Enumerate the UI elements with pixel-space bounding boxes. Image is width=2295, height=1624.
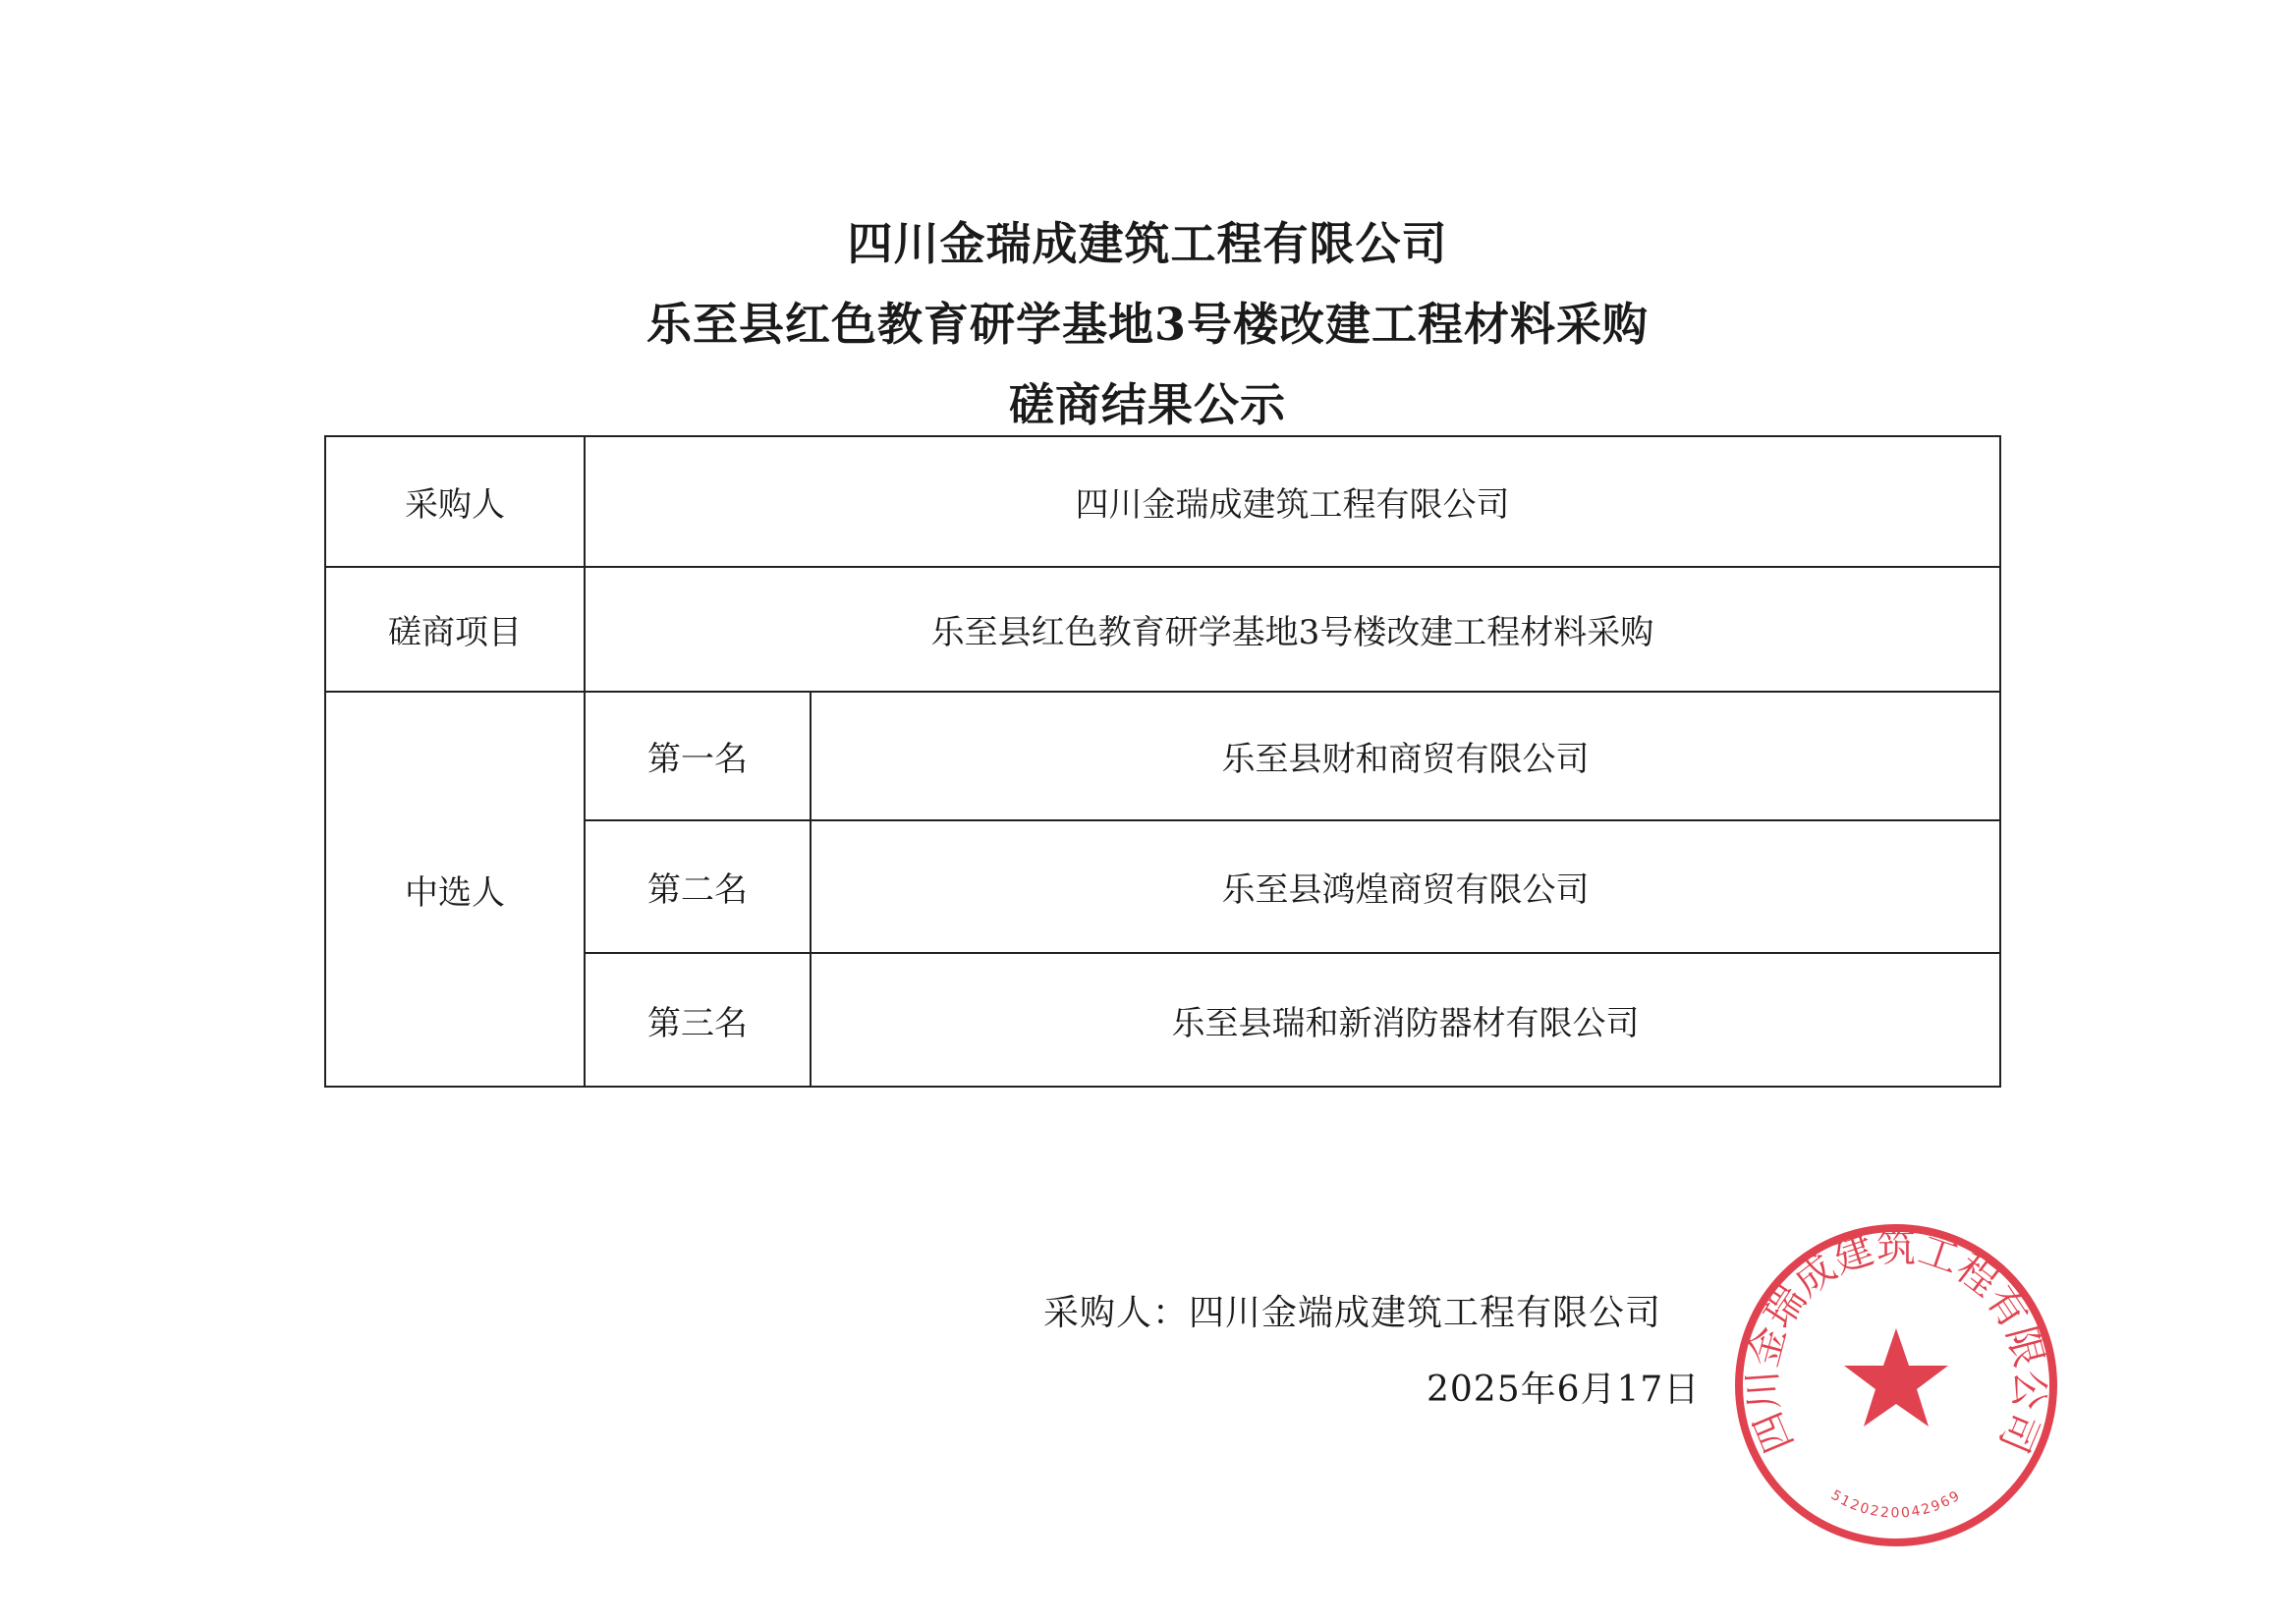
purchaser-value: 四川金瑞成建筑工程有限公司	[585, 436, 2000, 567]
winner-rank: 第一名	[585, 692, 811, 820]
signature-date: 2025年6月17日	[1427, 1370, 1701, 1410]
table-row	[325, 567, 2000, 692]
winner-name: 乐至县鸿煌商贸有限公司	[811, 820, 2000, 953]
title-notice: 磋商结果公示	[1009, 378, 1286, 431]
winner-rank: 第三名	[585, 953, 811, 1087]
winner-rank: 第二名	[585, 820, 811, 953]
winner-name: 乐至县瑞和新消防器材有限公司	[811, 953, 2000, 1087]
project-label: 磋商项目	[325, 567, 585, 692]
table-row	[325, 692, 2000, 820]
seal-text: 四川金瑞成建筑工程有限公司	[1739, 1225, 2053, 1459]
table-row	[325, 436, 2000, 567]
seal-code: 5120220042969	[1827, 1486, 1965, 1522]
purchaser-label: 采购人	[325, 436, 585, 567]
project-value: 乐至县红色教育研学基地3号楼改建工程材料采购	[585, 567, 2000, 692]
result-table	[324, 435, 2001, 1088]
star-icon	[1844, 1328, 1948, 1427]
winner-name: 乐至县财和商贸有限公司	[811, 692, 2000, 820]
signature-purchaser: 采购人：四川金端成建筑工程有限公司	[1043, 1293, 1662, 1333]
title-project: 乐至县红色教育研学基地3号楼改建工程材料采购	[645, 298, 1649, 351]
company-seal	[1729, 1218, 2063, 1552]
title-company: 四川金瑞成建筑工程有限公司	[847, 217, 1448, 270]
winner-label: 中选人	[325, 692, 585, 1087]
